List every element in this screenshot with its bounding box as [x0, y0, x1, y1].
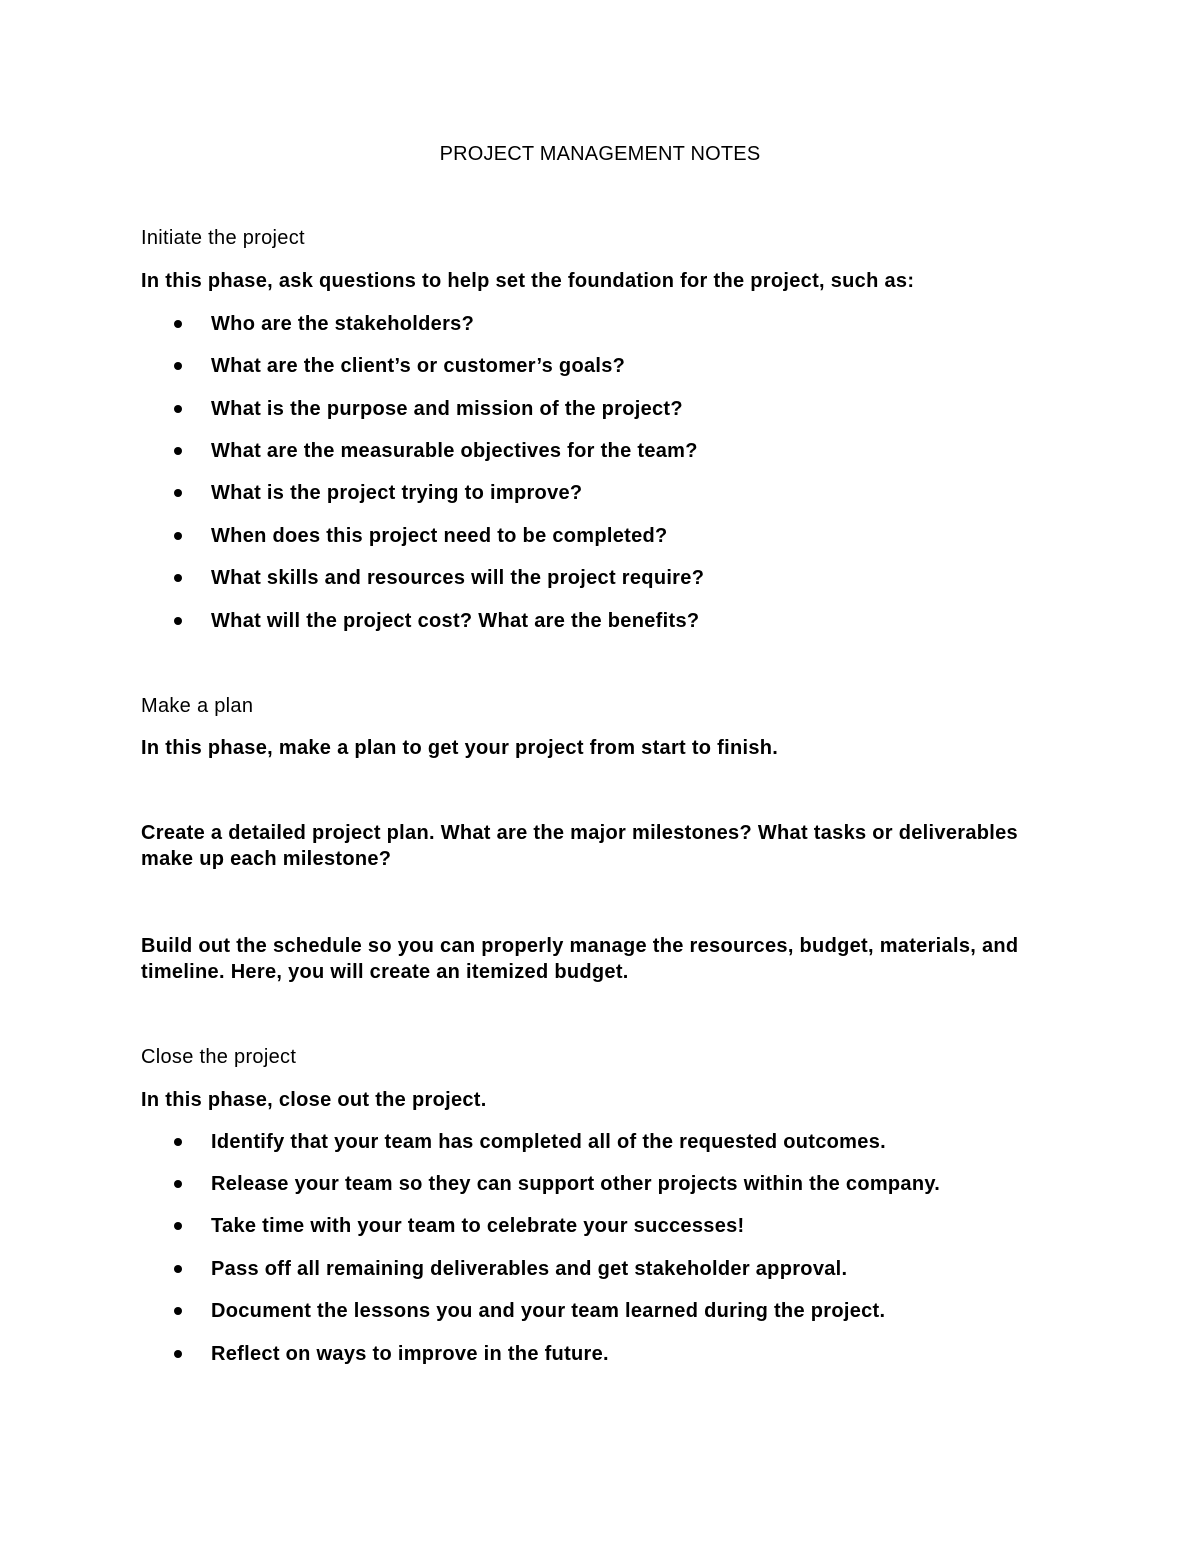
list-item-text: Identify that your team has completed all of the requested outcomes.: [211, 1131, 886, 1153]
bullet-icon: [174, 574, 182, 582]
list-item-text: What skills and resources will the project require?: [211, 567, 705, 589]
list-item-text: Who are the stakeholders?: [211, 313, 475, 335]
section-intro-initiate: In this phase, ask questions to help set the foundation for the project, such as:: [141, 270, 915, 292]
bullet-icon: [174, 532, 182, 540]
list-item-text: What is the purpose and mission of the project?: [211, 398, 683, 420]
list-item-text: Release your team so they can support other projects within the company.: [211, 1173, 941, 1195]
list-item-text: When does this project need to be completed?: [211, 525, 668, 547]
bullet-icon: [174, 1307, 182, 1315]
paragraph-plan-details: Create a detailed project plan. What are the major milestones? What tasks or deliverables make up each milestone?: [141, 822, 1018, 870]
list-item-text: What will the project cost? What are the benefits?: [211, 610, 700, 632]
list-item-text: Reflect on ways to improve in the future.: [211, 1343, 609, 1365]
paragraph-plan-schedule: Build out the schedule so you can properly manage the resources, budget, materials, and timeline. Here, you will create an itemized budget.: [141, 935, 1019, 983]
bullet-icon: [174, 1222, 182, 1230]
list-item-text: What is the project trying to improve?: [211, 482, 583, 504]
section-intro-close: In this phase, close out the project.: [141, 1089, 487, 1111]
bullet-icon: [174, 489, 182, 497]
section-heading-plan: Make a plan: [141, 695, 254, 717]
bullet-icon: [174, 1180, 182, 1188]
list-item-text: Document the lessons you and your team learned during the project.: [211, 1300, 886, 1322]
section-heading-initiate: Initiate the project: [141, 227, 305, 249]
bullet-icon: [174, 447, 182, 455]
bullet-icon: [174, 1350, 182, 1358]
bullet-icon: [174, 362, 182, 370]
bullet-icon: [174, 320, 182, 328]
bullet-icon: [174, 1265, 182, 1273]
section-heading-close: Close the project: [141, 1046, 297, 1068]
list-item-text: Pass off all remaining deliverables and get stakeholder approval.: [211, 1258, 848, 1280]
bullet-icon: [174, 405, 182, 413]
section-intro-plan: In this phase, make a plan to get your project from start to finish.: [141, 737, 779, 759]
bullet-icon: [174, 617, 182, 625]
list-item-text: What are the client’s or customer’s goals?: [211, 355, 626, 377]
bullet-icon: [174, 1138, 182, 1146]
list-item-text: Take time with your team to celebrate your successes!: [211, 1215, 745, 1237]
list-item-text: What are the measurable objectives for the team?: [211, 440, 698, 462]
document-title: PROJECT MANAGEMENT NOTES: [439, 143, 761, 165]
